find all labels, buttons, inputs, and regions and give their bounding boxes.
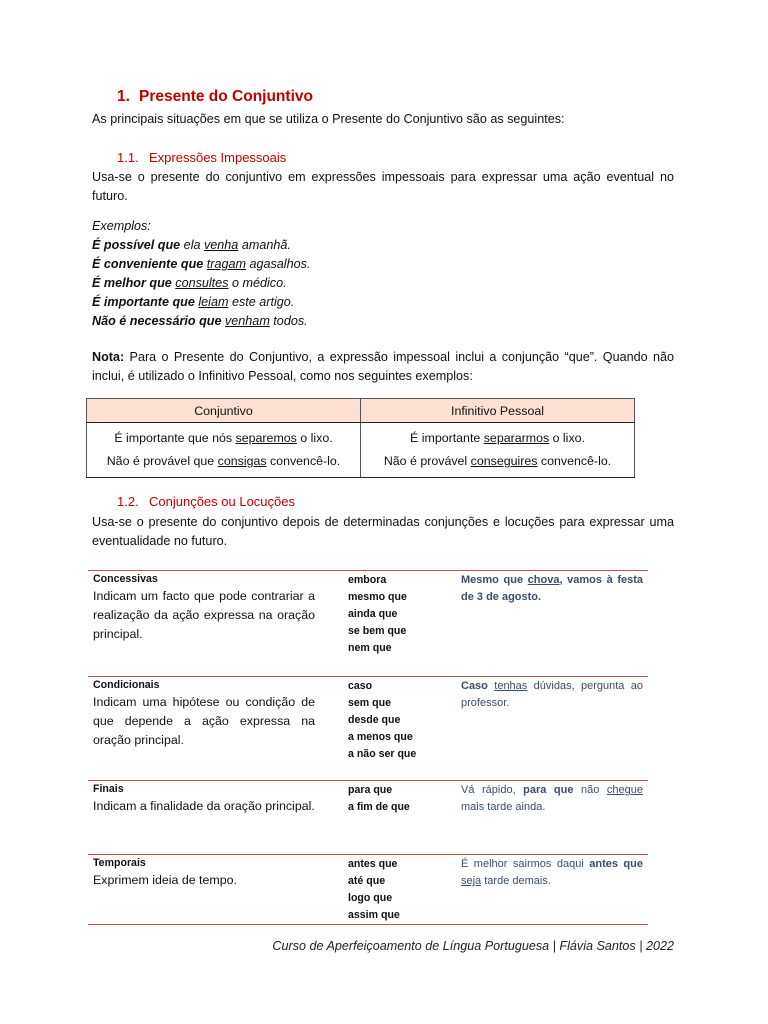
section-1-2-text: Usa-se o presente do conjuntivo depois de determinadas conjunções e locuções para expressar uma eventualidade no futuro.: [92, 515, 674, 548]
examples-block: [92, 217, 310, 331]
section-1-1-text: Usa-se o presente do conjuntivo em expressões impessoais para expressar uma ação eventual no futuro.: [92, 170, 674, 203]
comparison-header-infinitivo: Infinitivo Pessoal: [361, 399, 635, 423]
conjunction-example: É melhor sairmos daqui antes que seja tarde demais.: [461, 858, 643, 887]
conjunction-description: Indicam a finalidade da oração principal.: [93, 799, 315, 813]
conjunction-example: Mesmo que chova, vamos à festa de 3 de agosto.: [461, 574, 643, 603]
conjunction-row-condicionais: [88, 676, 648, 779]
table-bottom-rule: [88, 924, 648, 925]
section-1-2-number: 1.2.: [117, 494, 139, 509]
section-1-1-title: Expressões Impessoais: [149, 150, 287, 165]
conjunction-description: Indicam um facto que pode contrariar a realização da ação expressa na oração principal.: [93, 589, 315, 641]
example-line: É melhor que consultes o médico.: [92, 276, 287, 290]
section-1-1-number: 1.1.: [117, 150, 139, 165]
note-label: Nota:: [92, 350, 125, 364]
comparison-cell-infinitivo: [361, 423, 635, 478]
conjunction-list: antes que até que logo que assim que: [348, 858, 400, 921]
section-1-2-title: Conjunções ou Locuções: [149, 494, 295, 509]
conjunction-category: Finais: [93, 783, 124, 795]
section-1-2-heading: [117, 494, 295, 509]
conjunction-example: Caso tenhas dúvidas, pergunta ao professor.: [461, 680, 643, 709]
conjunction-description: Indicam uma hipótese ou condição de que depende a ação expressa na oração principal.: [93, 695, 315, 747]
conjunction-category: Condicionais: [93, 679, 160, 691]
comparison-cell-conjuntivo: [87, 423, 361, 478]
section-1-heading: [117, 88, 313, 106]
example-line: É possível que ela venha amanhã.: [92, 238, 291, 252]
conjunction-row-temporais: [88, 854, 648, 925]
examples-label: Exemplos:: [92, 219, 151, 233]
comparison-header-conjuntivo: Conjuntivo: [87, 399, 361, 423]
example-line: É conveniente que tragam agasalhos.: [92, 257, 311, 271]
comparison-example: Não é provável conseguires convencê-lo.: [383, 454, 612, 468]
comparison-example: É importante separarmos o lixo.: [410, 431, 585, 445]
conjunction-description: Exprimem ideia de tempo.: [93, 873, 237, 887]
conjunction-list: embora mesmo que ainda que se bem que nem que: [348, 574, 407, 654]
section-1-number: 1.: [117, 88, 130, 105]
example-line: É importante que leiam este artigo.: [92, 295, 295, 309]
conjunction-list: caso sem que desde que a menos que a não ser que: [348, 680, 417, 760]
conjunction-list: para que a fim de que: [348, 784, 410, 813]
section-1-intro: As principais situações em que se utiliza o Presente do Conjuntivo são as seguintes:: [92, 112, 565, 126]
example-line: Não é necessário que venham todos.: [92, 314, 308, 328]
page-footer: Curso de Aperfeiçoamento de Língua Portuguesa | Flávia Santos | 2022: [272, 939, 674, 953]
section-1-title: Presente do Conjuntivo: [139, 88, 313, 105]
conjunction-category: Temporais: [93, 857, 146, 869]
conjunction-row-concessivas: [88, 570, 648, 675]
conjunction-row-finais: [88, 780, 648, 854]
note-paragraph: Nota: Para o Presente do Conjuntivo, a expressão impessoal inclui a conjunção “que”. Quando não inclui, é utilizado o Infinitivo Pessoal, como nos seguintes exemplos:: [92, 350, 674, 383]
comparison-example: É importante que nós separemos o lixo.: [114, 431, 333, 445]
section-1-1-heading: [117, 150, 286, 165]
conjunction-category: Concessivas: [93, 573, 158, 585]
comparison-table: [86, 398, 635, 478]
comparison-example: Não é provável que consigas convencê-lo.: [106, 454, 341, 468]
conjunction-example: Vá rápido, para que não chegue mais tarde ainda.: [461, 784, 643, 813]
